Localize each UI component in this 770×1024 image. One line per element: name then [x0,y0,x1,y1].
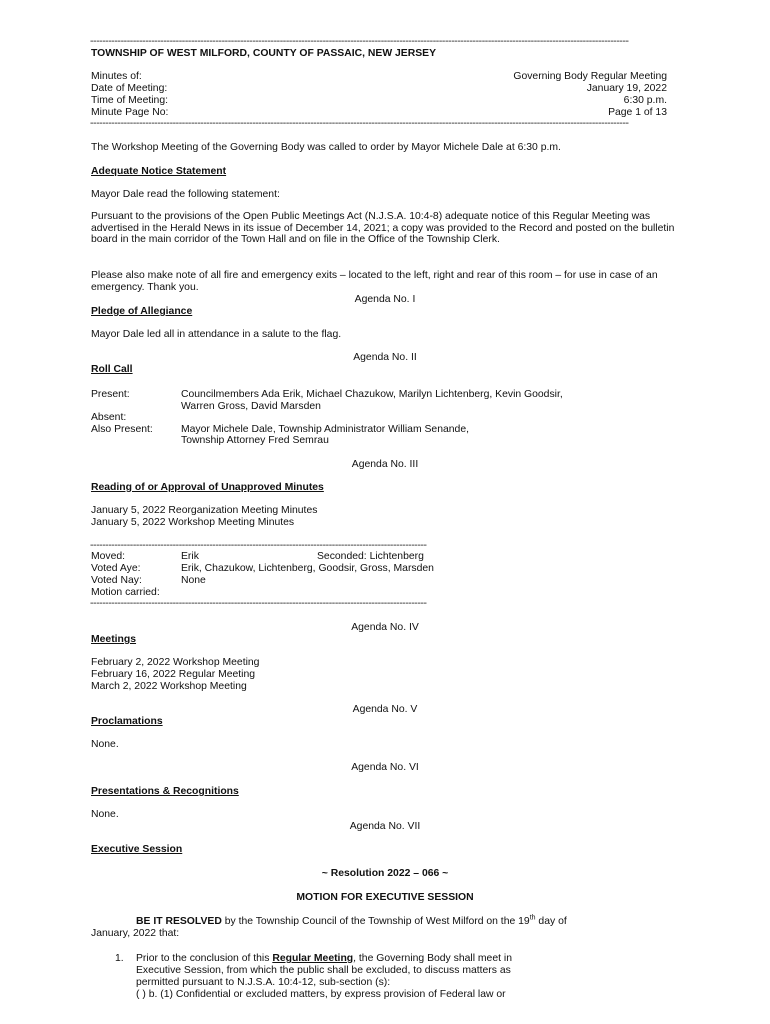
meeting-item-2: February 16, 2022 Regular Meeting [91,669,256,680]
resolved-line-2: January, 2022 that: [91,928,180,939]
agenda-label-6: Agenda No. VI [351,762,419,773]
resolved-text: by the Township Council of the Township of West Milford on the 19 [221,916,530,927]
item-1-line-3: permitted pursuant to N.J.S.A. 10:4-12, sub-section (s): [136,977,391,988]
proclamations-heading: Proclamations [91,716,163,727]
roll-also-label: Also Present: [91,424,153,435]
meta-label-page: Minute Page No: [91,107,169,118]
presentations-heading: Presentations & Recognitions [91,786,239,797]
notice-intro: Mayor Dale read the following statement: [91,189,280,200]
resolved-sup: th [529,914,536,922]
motion-top-rule: -------------------------------------------------------------------------------------------------------------- [90,540,427,551]
moved-value: Erik [181,551,199,562]
resolution-number: ~ Resolution 2022 – 066 ~ [321,868,449,879]
moved-label: Moved: [91,551,126,562]
resolved-line-1 [136,916,567,928]
header-bottom-rule: -------------------------------------------------------------------------------------------------------------------------------------------------------------------------------- [90,118,629,129]
item-1-line-1 [136,953,512,965]
roll-present-label: Present: [91,389,130,400]
roll-also-line-2: Township Attorney Fred Semrau [181,435,329,446]
meta-label-date: Date of Meeting: [91,83,168,94]
item-1-post: , the Governing Body shall meet in [353,953,512,964]
roll-present-line-1: Councilmembers Ada Erik, Michael Chazukow, Marilyn Lichtenberg, Kevin Goodsir, [181,389,563,400]
roll-present-line-2: Warren Gross, David Marsden [181,401,321,412]
item-1-number: 1. [115,953,124,964]
executive-heading: Executive Session [91,844,183,855]
agenda-label-3: Agenda No. III [351,459,419,470]
pledge-heading: Pledge of Allegiance [91,306,193,317]
motion-carried: Motion carried: [91,587,160,598]
notice-heading: Adequate Notice Statement [91,166,227,177]
proclamations-text: None. [91,739,119,750]
meta-label-time: Time of Meeting: [91,95,168,106]
voted-aye-label: Voted Aye: [91,563,141,574]
item-1-regular-meeting: Regular Meeting [272,953,354,964]
agenda-label-7: Agenda No. VII [349,821,421,832]
resolved-bold: BE IT RESOLVED [136,916,222,927]
minutes-item-1: January 5, 2022 Reorganization Meeting Minutes [91,505,318,516]
voted-nay-label: Voted Nay: [91,575,142,586]
document-title: TOWNSHIP OF WEST MILFORD, COUNTY OF PASSAIC, NEW JERSEY [91,48,437,59]
seconded-text: Seconded: Lichtenberg [317,551,424,562]
meeting-item-1: February 2, 2022 Workshop Meeting [91,657,260,668]
minutes-item-2: January 5, 2022 Workshop Meeting Minutes [91,517,295,528]
notice-exits: Please also make note of all fire and emergency exits – located to the left, right and rear of this room – for use in case of an emergency. Thank you. [91,270,658,293]
motion-title: MOTION FOR EXECUTIVE SESSION [296,892,474,903]
agenda-label-4: Agenda No. IV [351,622,419,633]
roll-also-line-1: Mayor Michele Dale, Township Administrator William Senande, [181,424,469,435]
item-1-subsection: ( ) b. (1) Confidential or excluded matters, by express provision of Federal law or [136,989,506,1000]
meta-value-minutes: Governing Body Regular Meeting [513,71,667,82]
minutes-heading: Reading of or Approval of Unapproved Minutes [91,482,324,493]
presentations-text: None. [91,809,119,820]
meetings-heading: Meetings [91,634,137,645]
voted-nay-value: None [181,575,206,586]
opening-statement: The Workshop Meeting of the Governing Body was called to order by Mayor Michele Dale at 6:30 p.m. [91,142,561,153]
meta-value-time: 6:30 p.m. [623,95,667,106]
voted-aye-value: Erik, Chazukow, Lichtenberg, Goodsir, Gross, Marsden [181,563,434,574]
resolved-tail: day of [535,916,567,927]
header-top-rule: -------------------------------------------------------------------------------------------------------------------------------------------------------------------------------- [90,36,629,47]
roll-call-heading: Roll Call [91,364,133,375]
meta-value-date: January 19, 2022 [586,83,667,94]
motion-bottom-rule: -------------------------------------------------------------------------------------------------------------- [90,598,427,609]
notice-statement: Pursuant to the provisions of the Open Public Meetings Act (N.J.S.A. 10:4-8) adequate notice of this Regular Meeting was advertised in the Herald News in its issue of December 14, 2021; a copy was provided to the Record and posted on the bulletin board in the main corridor of the Town Hall and on file in the Office of the Township Clerk. [91,211,675,246]
roll-absent-label: Absent: [91,412,127,423]
meta-value-page: Page 1 of 13 [608,107,667,118]
item-1-line-2: Executive Session, from which the public shall be excluded, to discuss matters as [136,965,511,976]
meeting-item-3: March 2, 2022 Workshop Meeting [91,681,247,692]
agenda-label-5: Agenda No. V [352,704,418,715]
pledge-text: Mayor Dale led all in attendance in a salute to the flag. [91,329,342,340]
agenda-label-2: Agenda No. II [353,352,417,363]
meta-label-minutes: Minutes of: [91,71,142,82]
agenda-label-1: Agenda No. I [354,294,416,305]
item-1-pre: Prior to the conclusion of this [136,953,273,964]
